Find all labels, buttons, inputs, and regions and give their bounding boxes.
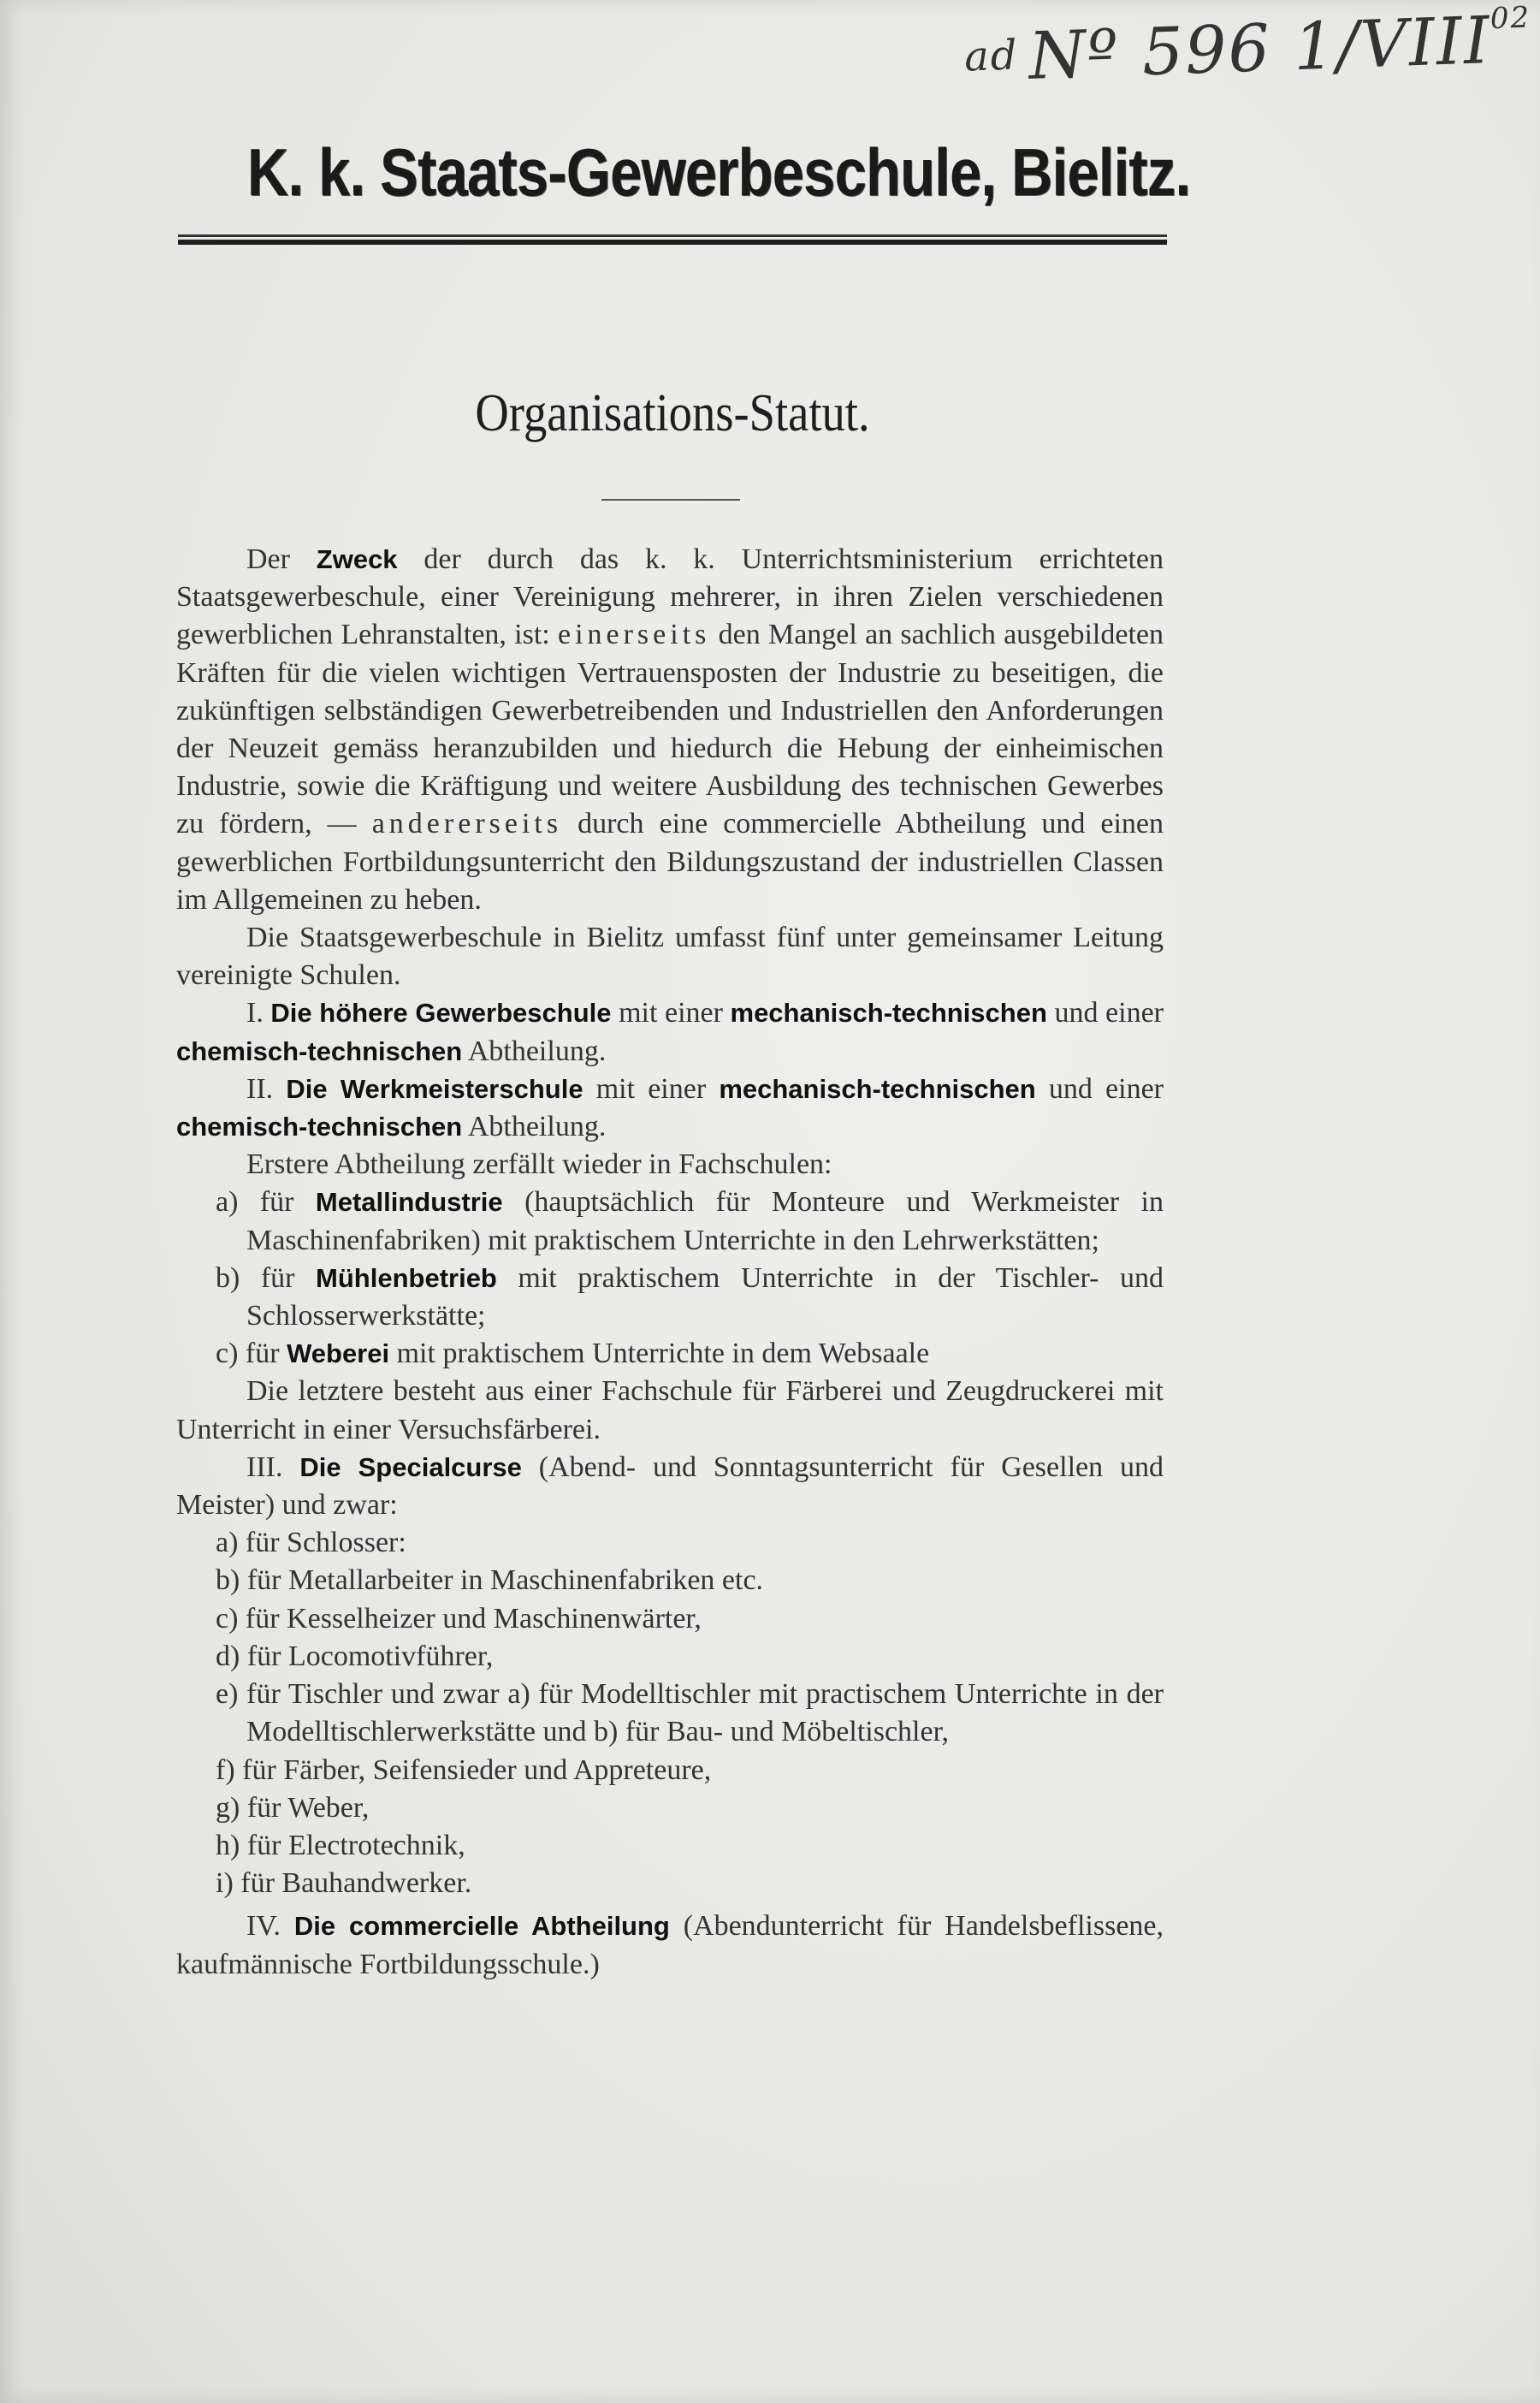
text-run: der durch das k. k. Unterrichtsministerium errichteten Staatsgewerbeschule, einer Vereinigung mehrerer, in ihren Zielen verschiedenen gewerblichen Lehranstalten, ist: <box>176 543 1164 651</box>
text-run: und einer <box>1035 1072 1164 1105</box>
list-item-special-c: c) für Kesselheizer und Maschinenwärter, <box>216 1602 702 1635</box>
text-run: Abtheilung. <box>462 1035 607 1067</box>
list-item-special-g: g) für Weber, <box>216 1791 370 1824</box>
text-run: (hauptsächlich für Monteure und Werkmeister in Maschinenfabriken) mit praktischem Unterrichte in den Lehrwerkstätten; <box>246 1186 1164 1256</box>
text-run: den Mangel an sachlich ausgebildeten Kräften für die vielen wichtigen Vertrauensposten der Industrie zu beseitigen, die zukünftigen selbständigen Gewerbetreibenden und Industriellen den Anforderungen der Neuzeit gemäss heranzubilden und hiedurch die Hebung der einheimischen Industrie, sowie die Kräftigung und weitere Ausbildung des technischen Gewerbes zu fördern, — <box>176 619 1164 840</box>
list-item-special-i: i) für Bauhandwerker. <box>216 1867 472 1900</box>
text-run: Abtheilung. <box>462 1111 607 1143</box>
section-number: III. <box>246 1451 300 1483</box>
list-item-special-f: f) für Färber, Seifensieder und Appreteure, <box>216 1753 712 1786</box>
text-run: mit praktischem Unterrichte in dem Websaale <box>389 1338 930 1370</box>
bold-term: Weberei <box>287 1338 390 1369</box>
list-item-special-h: h) für Electrotechnik, <box>216 1829 465 1861</box>
text-run: Der <box>246 543 317 575</box>
text-run: (Abend- und Sonntagsunterricht für Gesellen und Meister) und zwar: <box>176 1451 1164 1522</box>
list-item-fach-b <box>176 1260 1164 1335</box>
spaced-term: einerseits <box>557 619 711 651</box>
paragraph-faerberei: Die letztere besteht aus einer Fachschule für Färberei und Zeugdruckerei mit Unterricht in einer Versuchsfärberei. <box>176 1375 1164 1445</box>
letterhead <box>178 134 1191 245</box>
bold-term: Die Werkmeisterschule <box>286 1073 583 1104</box>
list-item-special-b: b) für Metallarbeiter in Maschinenfabriken etc. <box>216 1564 764 1597</box>
annotation-fraction: 1/VIII <box>1292 2 1493 86</box>
item-marker: a) für <box>216 1186 316 1219</box>
bold-term: Metallindustrie <box>315 1187 503 1218</box>
text-run: mit einer <box>583 1072 720 1105</box>
header-rule-thick <box>178 240 1167 245</box>
section-number: IV. <box>246 1910 294 1943</box>
list-item-special-a: a) für Schlosser: <box>216 1527 406 1559</box>
bold-term: mechanisch-technischen <box>719 1073 1036 1104</box>
bold-term: chemisch-technischen <box>176 1112 463 1142</box>
text-run: mit praktischem Unterrichte in der Tischler- und Schlosserwerkstätte; <box>246 1261 1164 1332</box>
paragraph-fachschulen: Erstere Abtheilung zerfällt wieder in Fachschulen: <box>246 1148 832 1181</box>
title-divider <box>601 499 740 501</box>
paragraph-section-3 <box>176 1449 1164 1524</box>
bold-term: Zweck <box>316 544 398 574</box>
text-run: und einer <box>1046 997 1164 1029</box>
section-number: I. <box>246 997 271 1029</box>
text-run: (Abendunterricht für Handelsbeflissene, kaufmännische Fortbildungsschule.) <box>176 1910 1164 1980</box>
list-item-fach-c <box>176 1335 1164 1373</box>
bold-term: Mühlenbetrieb <box>316 1262 497 1293</box>
paragraph-section-2 <box>176 1071 1164 1146</box>
bold-term: Die commercielle Abtheilung <box>293 1911 670 1942</box>
list-item-special-e: e) für Tischler und zwar a) für Modelltischler mit practischem Unterrichte in der Modelltischlerwerkstätte und b) für Bau- und Möbeltischler, <box>216 1678 1164 1748</box>
paragraph-purpose <box>176 541 1164 919</box>
handwritten-annotation <box>962 0 1532 96</box>
list-item-fach-a <box>176 1184 1164 1259</box>
annotation-year: 02 <box>1490 0 1531 37</box>
list-item-special-d: d) für Locomotivführer, <box>216 1640 494 1672</box>
bold-term: Die Specialcurse <box>299 1451 522 1482</box>
paragraph-section-4 <box>176 1908 1164 1983</box>
annotation-ad: ad <box>963 31 1020 81</box>
item-marker: b) für <box>216 1261 317 1294</box>
spaced-term: andererseits <box>371 808 563 840</box>
school-title: K. k. Staats-Gewerbeschule, Bielitz. <box>246 134 1191 210</box>
document-body <box>176 541 1164 1984</box>
section-number: II. <box>246 1072 287 1105</box>
text-run: durch eine commercielle Abtheilung und einen gewerblichen Fortbildungsunterricht den Bildungszustand der industriellen Classen im Allgemeinen zu heben. <box>176 808 1164 916</box>
bold-term: Die höhere Gewerbeschule <box>270 998 612 1029</box>
text-run: mit einer <box>611 997 731 1029</box>
paragraph-section-1 <box>176 994 1164 1070</box>
item-marker: c) für <box>216 1338 287 1370</box>
bold-term: mechanisch-technischen <box>730 998 1047 1029</box>
paragraph-schools: Die Staatsgewerbeschule in Bielitz umfasst fünf unter gemeinsamer Leitung vereinigte Schulen. <box>176 922 1164 992</box>
document-title: Organisations-Statut. <box>475 384 870 442</box>
annotation-number: Nº 596 <box>1027 9 1273 94</box>
header-rule-thin <box>178 234 1167 237</box>
bold-term: chemisch-technischen <box>176 1035 463 1066</box>
